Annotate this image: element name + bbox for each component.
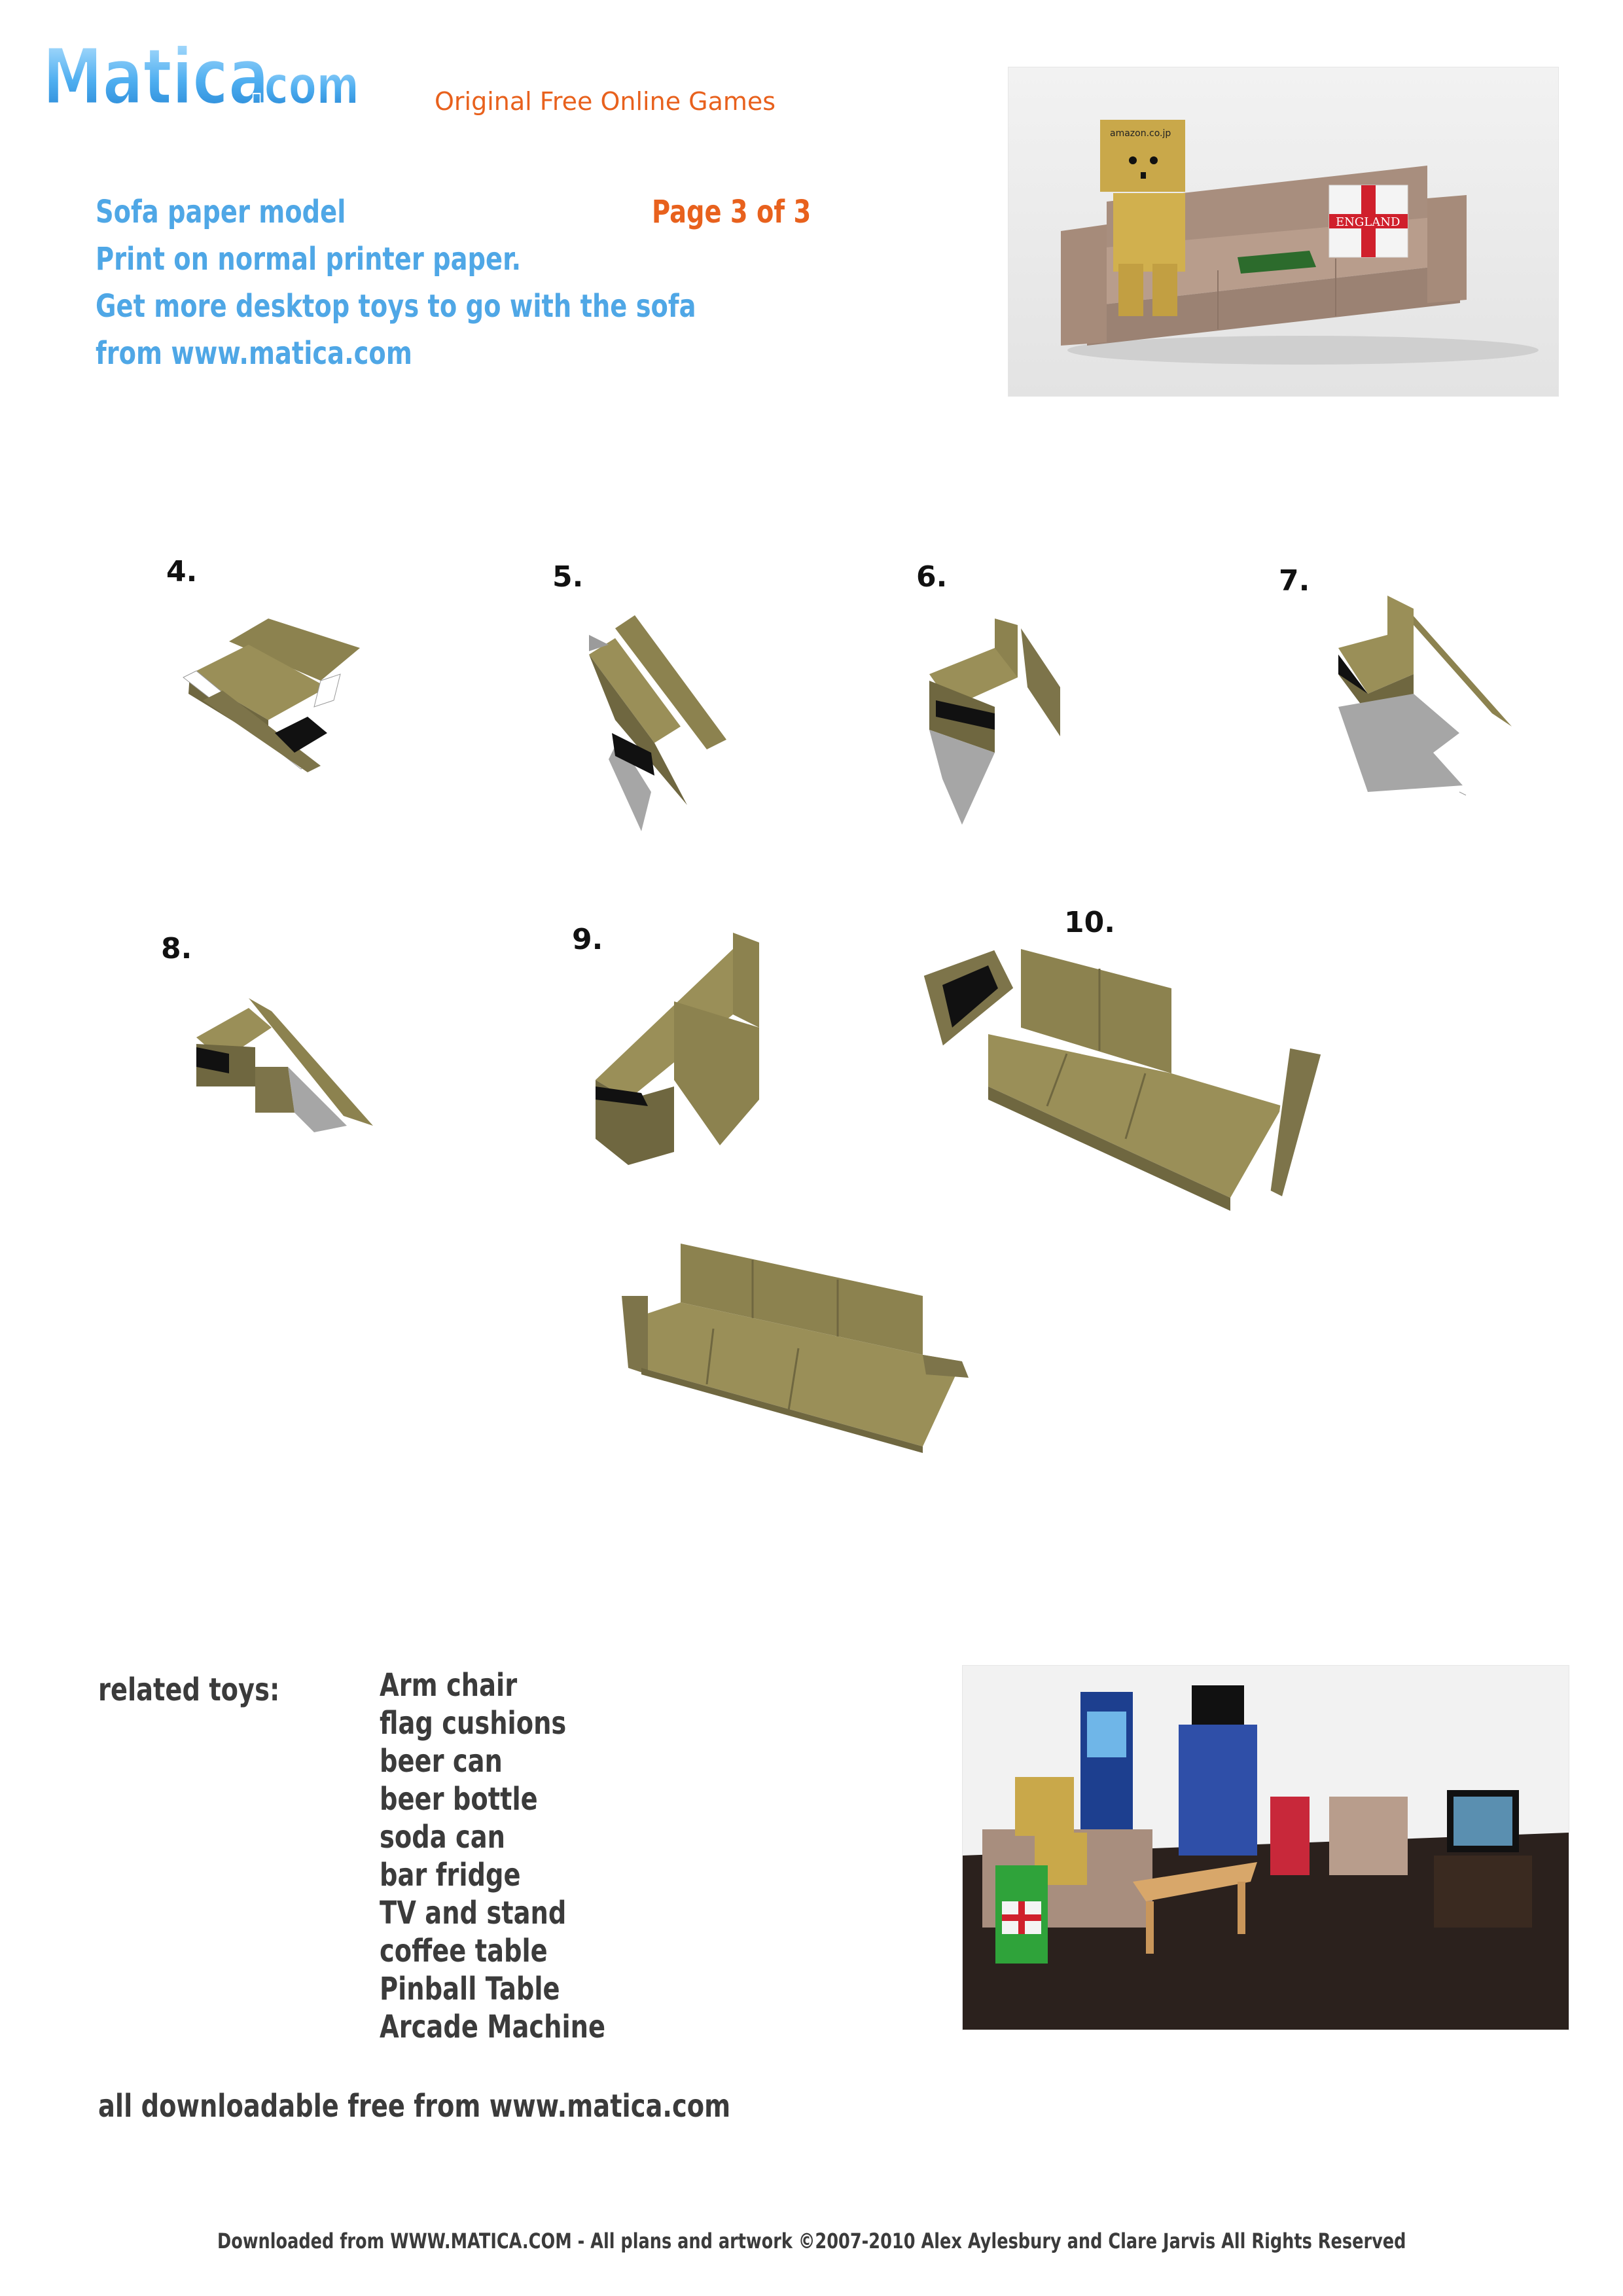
matica-logo[interactable] bbox=[41, 26, 420, 131]
step-4-number: 4. bbox=[166, 555, 198, 588]
related-toy-item[interactable]: soda can bbox=[380, 1819, 506, 1856]
step-5-figure bbox=[576, 609, 740, 838]
step-9-number: 9. bbox=[572, 923, 603, 956]
step-6-figure bbox=[923, 615, 1067, 831]
step-9-figure bbox=[589, 929, 772, 1165]
related-toy-item[interactable]: coffee table bbox=[380, 1933, 548, 1969]
step-6-number: 6. bbox=[916, 560, 948, 594]
step-10-number: 10. bbox=[1064, 906, 1115, 939]
box-label-text: amazon.co.jp bbox=[1110, 128, 1171, 139]
site-tagline: Original Free Online Games bbox=[435, 87, 776, 116]
more-toys-line: Get more desktop toys to go with the sofa bbox=[96, 288, 696, 325]
step-7-figure bbox=[1335, 596, 1531, 805]
step-8-figure bbox=[196, 995, 380, 1145]
website-line: from www.matica.com bbox=[96, 335, 412, 372]
related-toy-item[interactable]: beer bottle bbox=[380, 1781, 538, 1818]
copyright-footer: Downloaded from WWW.MATICA.COM - All plans and artwork ©2007-2010 Alex Aylesbury and Clare Jarvis All Rights Reserved bbox=[217, 2229, 1406, 2253]
cushion-label-text: ENGLAND bbox=[1336, 215, 1400, 229]
related-toy-item[interactable]: beer can bbox=[380, 1743, 503, 1780]
related-toy-item[interactable]: Pinball Table bbox=[380, 1971, 560, 2007]
hero-photo bbox=[1008, 67, 1559, 397]
step-10-figure bbox=[916, 936, 1348, 1211]
download-notice[interactable]: all downloadable free from www.matica.com bbox=[98, 2088, 731, 2125]
step-8-number: 8. bbox=[161, 932, 192, 965]
step-7-number: 7. bbox=[1279, 564, 1310, 598]
print-instruction: Print on normal printer paper. bbox=[96, 241, 522, 278]
related-toys-label: related toys: bbox=[98, 1672, 280, 1708]
related-toy-item[interactable]: TV and stand bbox=[380, 1895, 567, 1931]
svg-text:.com: .com bbox=[249, 54, 359, 116]
related-toys-photo bbox=[962, 1665, 1569, 2030]
related-toy-item[interactable]: Arcade Machine bbox=[380, 2009, 605, 2045]
model-title: Sofa paper model bbox=[96, 194, 346, 230]
step-5-number: 5. bbox=[552, 560, 584, 594]
svg-text:Matica: Matica bbox=[43, 31, 269, 122]
related-toys-list bbox=[380, 1666, 662, 2046]
finished-sofa-figure bbox=[622, 1244, 969, 1453]
related-toy-item[interactable]: Arm chair bbox=[380, 1667, 518, 1704]
step-4-figure bbox=[177, 609, 373, 805]
related-toy-item[interactable]: flag cushions bbox=[380, 1705, 567, 1742]
page-indicator: Page 3 of 3 bbox=[652, 194, 812, 230]
related-toy-item[interactable]: bar fridge bbox=[380, 1857, 521, 1893]
